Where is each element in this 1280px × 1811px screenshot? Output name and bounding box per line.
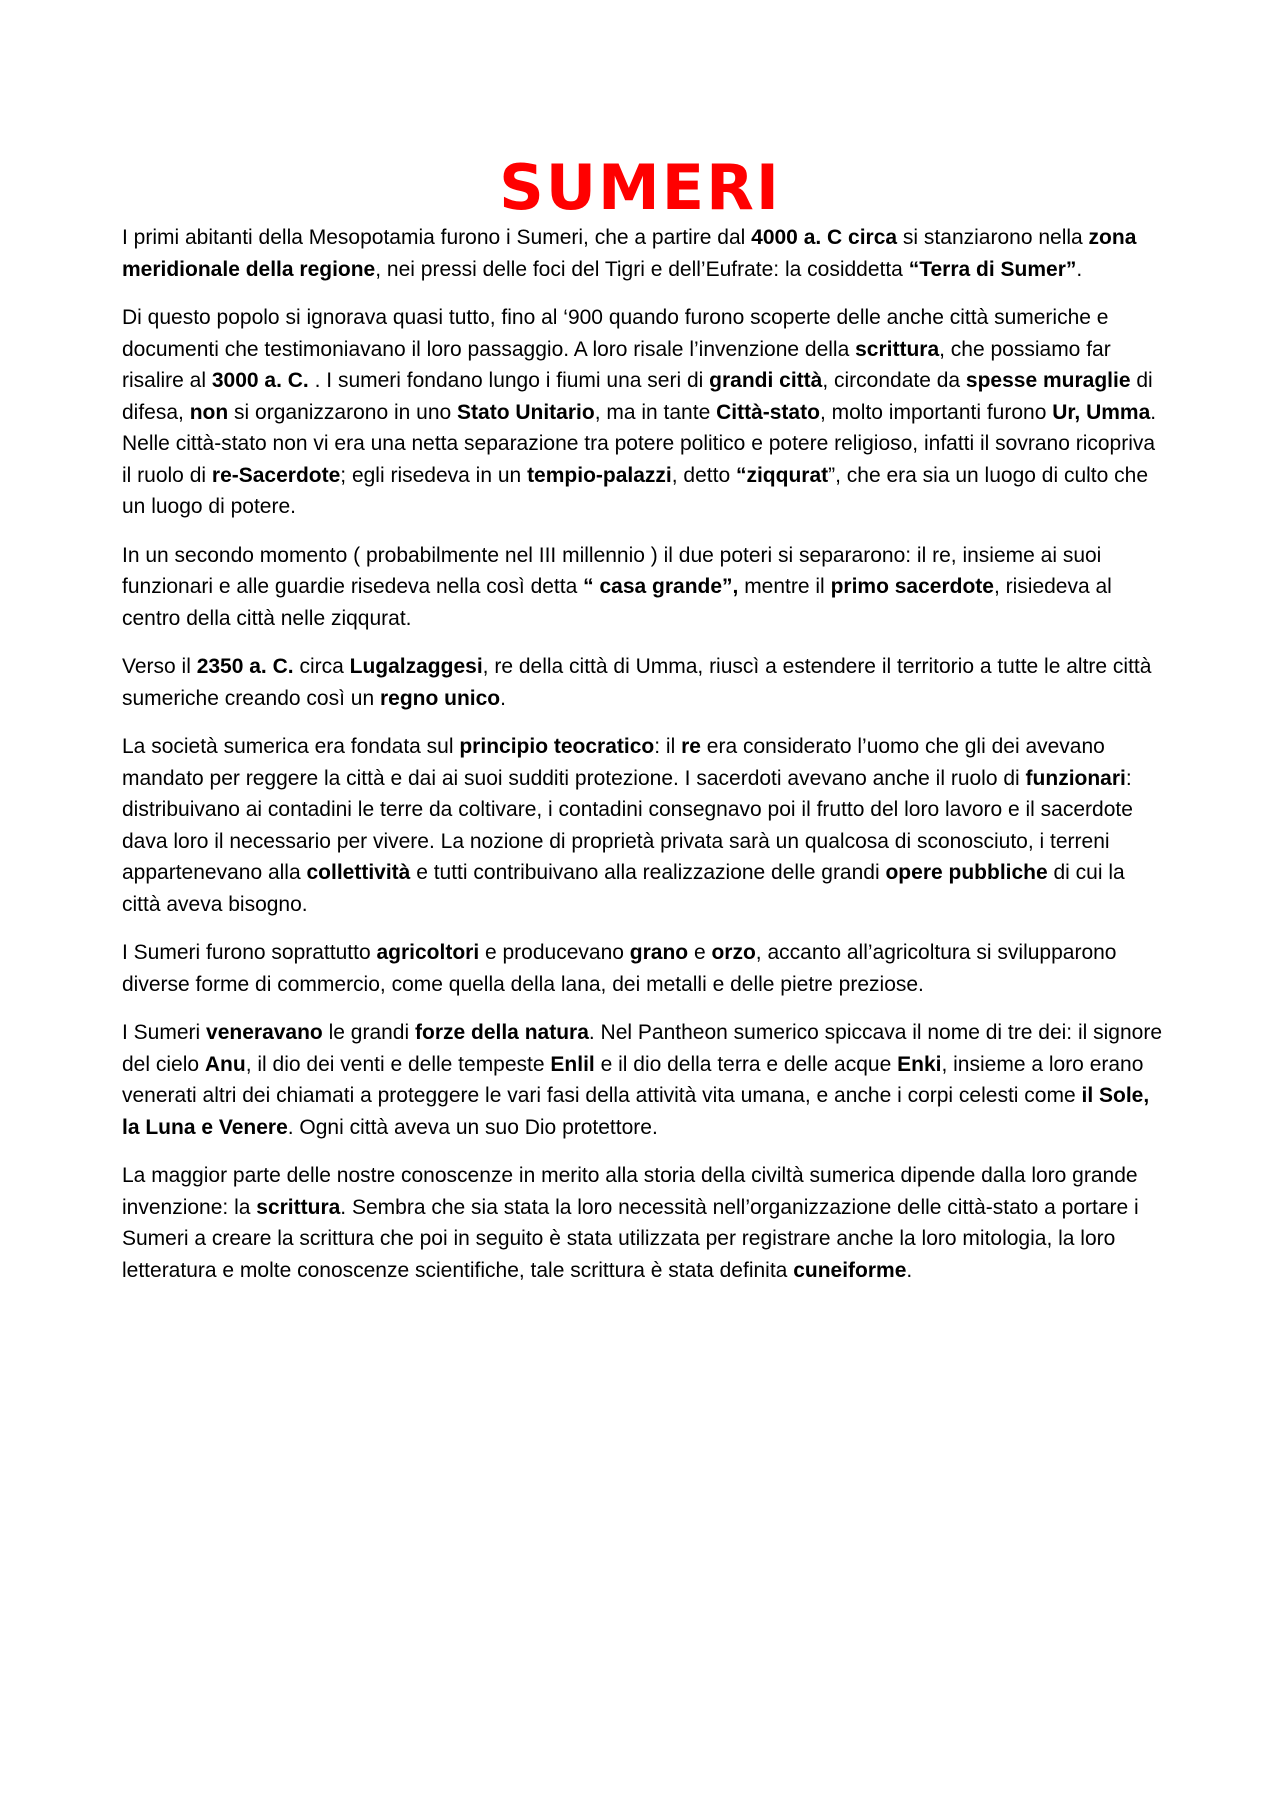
bold-text: 3000 a. C. [211,369,309,392]
text-run: , nei pressi delle foci del Tigri e dell’Eufrate: la cosiddetta [375,257,909,281]
bold-text: Lugalzaggesi [349,655,483,678]
text-run: si organizzarono in uno [228,400,458,424]
paragraph [122,651,1162,714]
bold-text: opere pubbliche [885,861,1048,884]
bold-text: forze della natura [415,1021,589,1044]
text-run: , il dio dei venti e delle tempeste [245,1052,551,1076]
bold-text: Ur, Umma [1052,400,1151,424]
text-run: , che possiamo far risalire al [122,337,1111,392]
bold-text: veneravano [206,1021,323,1044]
text-run: . I sumeri fondano lungo i fiumi una seri di [308,369,710,392]
text-run: , circondate da [822,369,966,392]
bold-text: Enki [897,1052,942,1076]
text-run: . Ogni città aveva un suo Dio protettore. [287,1115,658,1139]
document-body [122,222,1162,1303]
paragraph [122,1017,1162,1143]
text-run: : distribuivano ai contadini le terre da coltivare, i contadini consegnavo poi il frutto del loro lavoro e il sacerdote dava loro il necessario per vivere. La nozione di proprietà privata sarà un qualcosa di sconosciuto, i terreni appartenevano alla [122,766,1133,884]
text-run: e il dio della terra e delle acque [594,1052,898,1076]
bold-text: zona meridionale della regione [122,226,1137,281]
text-run: : il [654,735,682,758]
bold-text: Città-stato [716,400,820,424]
text-run: . [500,686,506,710]
text-run: ”, che era sia un luogo di culto che un luogo di potere. [122,463,1149,518]
bold-text: 4000 a. C circa [751,226,898,249]
text-run: le grandi [322,1021,415,1044]
paragraph [122,937,1162,1000]
bold-text: 2350 a. C. [196,655,294,678]
bold-text: il Sole, la Luna e Venere [122,1084,1150,1139]
text-run: . Nelle città-stato non vi era una netta separazione tra potere politico e potere religioso, infatti il sovrano ricopriva il ruolo di [122,400,1157,487]
text-run: circa [293,655,350,678]
bold-text: re [681,735,701,758]
bold-text: tempio-palazzi [527,463,672,487]
bold-text: orzo [711,941,756,964]
text-run: e [688,941,712,964]
text-run: . [1076,257,1083,281]
bold-text: Stato Unitario [457,400,595,424]
bold-text: regno unico [379,686,501,710]
bold-text: grano [629,941,689,964]
text-run: . Sembra che sia stata la loro necessità nell’organizzazione delle città-stato a portare i Sumeri a creare la scrittura che poi in seguito è stata utilizzata per registrare anche la loro mitologia, la loro letteratura e molte conoscenze scientifiche, tale scrittura è stata definita [122,1195,1139,1282]
text-run: In un secondo momento ( probabilmente nel III millennio ) il due poteri si separarono: il re, insieme ai suoi funzionari e alle guardie risedeva nella così detta [122,543,1102,598]
text-run: , ma in tante [594,400,717,424]
document-title: SUMERI [499,151,781,224]
text-run: La società sumerica era fondata sul [122,735,460,758]
text-run: , re della città di Umma, riuscì a estendere il territorio a tutte le altre città sumeriche creando così un [122,655,1152,710]
text-run: e producevano [479,941,630,964]
bold-text: principio teocratico [459,735,655,758]
paragraph [122,1160,1162,1286]
text-run: , insieme a loro erano venerati altri dei chiamati a proteggere le vari fasi della attività vita umana, e anche i corpi celesti come [122,1052,1144,1107]
bold-text: primo sacerdote [830,575,994,598]
text-run: , molto importanti furono [819,400,1053,424]
bold-text: Enlil [550,1052,595,1076]
bold-text: “ziqqurat [735,463,829,487]
text-run: . [906,1258,913,1282]
text-run: di cui la città aveva bisogno. [122,861,1125,916]
text-run: , detto [671,463,736,487]
text-run: era considerato l’uomo che gli dei avevano mandato per reggere la città e dai ai suoi sudditi protezione. I sacerdoti avevano anche il ruolo di [122,735,1105,790]
paragraph [122,540,1162,635]
text-run: I Sumeri furono soprattutto [122,941,377,964]
text-run: , risiedeva al centro della città nelle ziqqurat. [122,575,1112,630]
text-run: I primi abitanti della Mesopotamia furono i Sumeri, che a partire dal [122,226,752,249]
text-run: mentre il [738,575,831,598]
bold-text: collettività [306,861,411,884]
text-run: , accanto all’agricoltura si svilupparono diverse forme di commercio, come quella della lana, dei metalli e delle pietre preziose. [122,941,1117,996]
text-run: Verso il [122,655,197,678]
bold-text: spesse muraglie [965,369,1131,392]
paragraph [122,302,1162,523]
bold-text: “ casa grande”, [583,575,739,598]
text-run: La maggior parte delle nostre conoscenze in merito alla storia della civiltà sumerica dipende dalla loro grande invenzione: la [122,1164,1138,1219]
text-run: Di questo popolo si ignorava quasi tutto, fino al ‘900 quando furono scoperte delle anche città sumeriche e documenti che testimoniavano il loro passaggio. A loro risale l’invenzione della [122,306,1109,361]
bold-text: “Terra di Sumer” [908,257,1077,281]
bold-text: Anu [204,1052,246,1076]
text-run: di difesa, [122,369,1153,424]
bold-text: agricoltori [376,941,480,964]
bold-text: scrittura [855,337,940,361]
text-run: ; egli risedeva in un [340,463,528,487]
bold-text: grandi città [709,369,823,392]
text-run: . Nel Pantheon sumerico spiccava il nome di tre dei: il signore del cielo [122,1021,1163,1076]
bold-text: funzionari [1025,766,1126,790]
text-run: si stanziarono nella [897,226,1089,249]
paragraph [122,731,1162,920]
text-run: e tutti contribuivano alla realizzazione delle grandi [410,861,886,884]
bold-text: re-Sacerdote [211,463,341,487]
bold-text: scrittura [256,1195,341,1219]
paragraph [122,222,1162,285]
text-run: I Sumeri [122,1021,207,1044]
bold-text: cuneiforme [793,1258,907,1282]
bold-text: non [189,400,229,424]
